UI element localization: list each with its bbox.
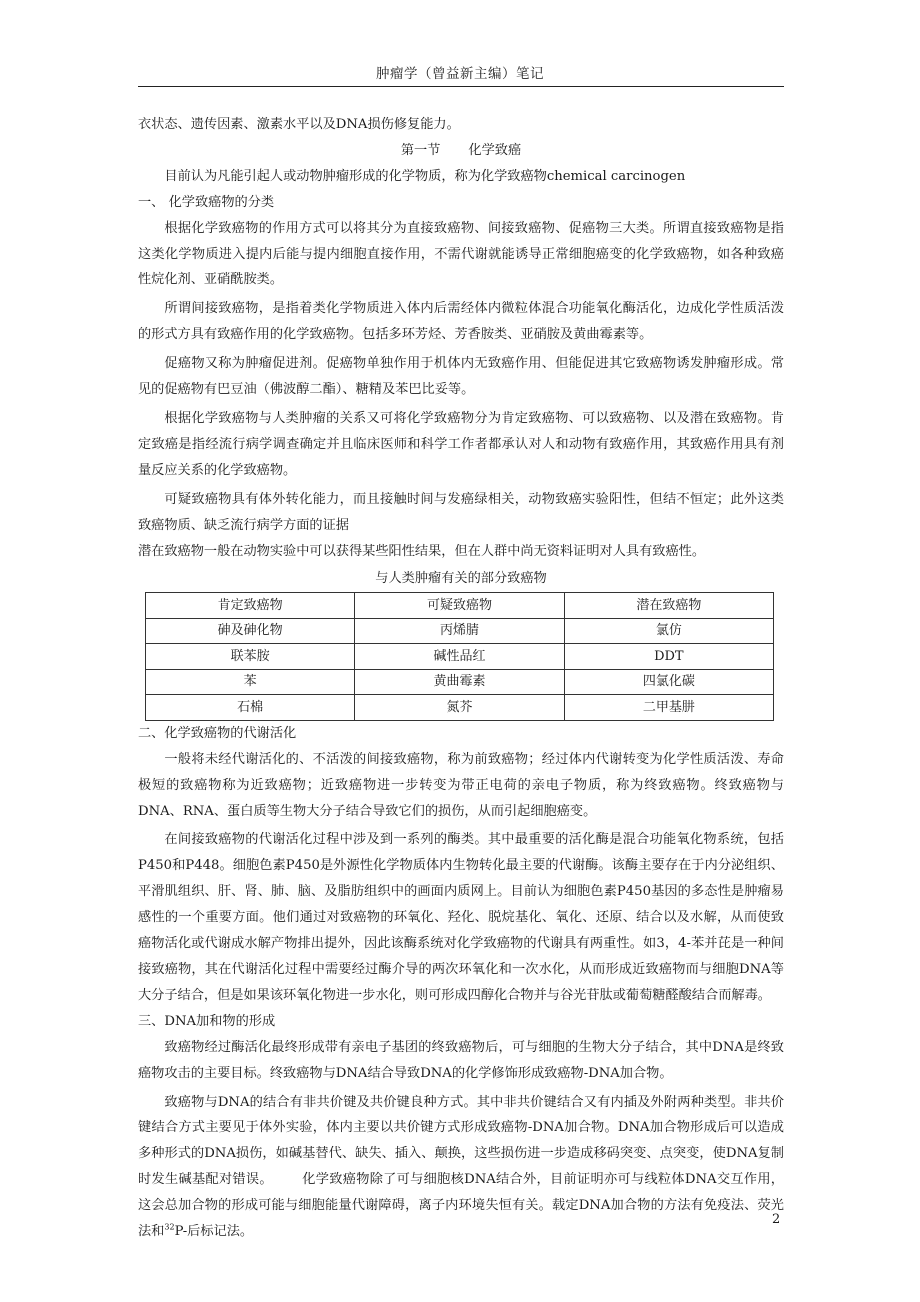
table-cell: 丙烯腈 [355,618,564,644]
table-cell: 苯 [146,669,355,695]
table-caption: 与人类肿瘤有关的部分致癌物 [375,571,547,587]
paragraph-suspected-carcinogens: 可疑致癌物具有体外转化能力，而且接触时间与发癌绿相关，动物致癌实验阳性，但结不恒定；此外这类致癌物质、缺乏流行病学方面的证据 [138,491,784,533]
isotope-superscript: 32 [164,1222,175,1232]
table-row [146,618,774,644]
page-header-title: 肿瘤学（曾益新主编）笔记 [376,66,544,82]
table-cell: 四氯化碳 [564,669,773,695]
table-cell: 碱性品红 [355,644,564,670]
table-cell: 石棉 [146,695,355,721]
paragraph-procarcinogens: 一般将未经代谢活化的、不活泼的间接致癌物，称为前致癌物；经过体内代谢转变为化学性质活泼、寿命极短的致癌物称为近致癌物；近致癌物进一步转变为带正电荷的亲电子物质，称为终致癌物。终致癌物与DNA、RNA、蛋白质等生物大分子结合导致它们的损伤，从而引起细胞癌变。 [138,751,784,819]
adduct-binding-text: 致癌物与DNA的结合有非共价键及共价键良种方式。其中非共价键结合又有内插及外附两种类型。非共价键结合方式主要见于体外实验，体内主要以共价键方式形成致癌物-DNA加合物。DNA加合物形成后可以造成多种形式的DNA损伤，如碱基替代、缺失、插入、颠换，这些损伤进一步造成移码突变、点突变，使DNA复制时发生碱基配对错误。 [138,1094,784,1188]
table-row [146,669,774,695]
paragraph-direct-carcinogens: 根据化学致癌物的作用方式可以将其分为直接致癌物、间接致癌物、促癌物三大类。所谓直接致癌物是指这类化学物质进入提内后能与提内细胞直接作用，不需代谢就能诱导正常细胞癌变的化学致癌物，如各种致癌性烷化剂、亚硝酰胺类。 [138,220,784,288]
table-header-cell: 潜在致癌物 [564,593,773,619]
paragraph-promoters: 促癌物又称为肿瘤促进剂。促癌物单独作用于机体内无致癌作用、但能促进其它致癌物诱发肿瘤形成。常见的促癌物有巴豆油（佛波醇二酯）、糖精及苯巴比妥等。 [138,356,784,398]
table-cell: 氯仿 [564,618,773,644]
paragraph-indirect-carcinogens: 所谓间接致癌物，是指着类化学物质进入体内后需经体内微粒体混合功能氧化酶活化，边成化学性质活泼的形式方具有致癌作用的化学致癌物。包括多环芳烃、芳香胺类、亚硝胺及黄曲霉素等。 [138,301,784,343]
section-number: 第一节 [400,142,441,158]
table-cell: DDT [564,644,773,670]
table-header-cell: 可疑致癌物 [355,593,564,619]
table-row [146,644,774,670]
paragraph-adduct-formation: 致癌物经过酶活化最终形成带有亲电子基团的终致癌物后，可与细胞的生物大分子结合，其中DNA是终致癌物攻击的主要目标。终致癌物与DNA结合导致DNA的化学修饰形成致癌物-DNA加合物。 [138,1039,784,1081]
paragraph-definite-carcinogens: 根据化学致癌物与人类肿瘤的关系又可将化学致癌物分为肯定致癌物、可以致癌物、以及潜在致癌物。肯定致癌是指经流行病学调查确定并且临床医师和科学工作者都承认对人和动物有致癌作用，其致癌作用具有剂量反应关系的化学致癌物。 [138,410,784,478]
table-cell: 氮芥 [355,695,564,721]
page-number: 2 [772,1212,781,1227]
header-rule [138,86,784,87]
page-content [138,112,784,1245]
labeling-method-text: P-后标记法。 [174,1224,254,1240]
table-cell: 砷及砷化物 [146,618,355,644]
carcinogen-table [145,592,774,721]
table-cell: 联苯胺 [146,644,355,670]
paragraph-adduct-binding [138,1090,784,1245]
section-title: 化学致癌 [468,142,522,158]
paragraph-continued: 衣状态、遗传因素、激素水平以及DNA损伤修复能力。 [138,117,460,132]
subheading-metabolic-activation: 二、化学致癌物的代谢活化 [138,725,297,741]
paragraph-p450-enzymes: 在间接致癌物的代谢活化过程中涉及到一系列的酶类。其中最重要的活化酶是混合功能氧化物系统，包括P450和P448。细胞色素P450是外源性化学物质体内生物转化最主要的代谢酶。该酶主要存在于内分泌组织、平滑肌组织、肝、肾、肺、脑、及脂肪组织中的画面内质网上。目前认为细胞色素P450基因的多态性是肿瘤易感性的一个重要方面。他们通过对致癌物的环氧化、羟化、脱烷基化、氧化、还原、结合以及水解，从而使致癌物活化或代谢成水解产物排出提外，因此该酶系统对化学致癌物的代谢具有两重性。如3，4-苯并芘是一种间接致癌物，其在代谢活化过程中需要经过酶介导的两次环氧化和一次水化，从而形成近致癌物而与细胞DNA等大分子结合，但是如果该环氧化物进一步水化，则可形成四醇化合物并与谷光苷肽或葡萄糖醛酸结合而解毒。 [138,832,784,1003]
subheading-classification: 一、 化学致癌物的分类 [138,194,275,210]
table-cell: 黄曲霉素 [355,669,564,695]
table-row [146,695,774,721]
mitochondria-text: 化学致癌物除了可与细胞核DNA结合外，目前证明亦可与线粒体DNA交互作用，这会总加合物的形成可能与细胞能量代谢障碍，离子内环境失恒有关。载定DNA加合物的方法有免疫法、荧光法和 [138,1172,784,1240]
paragraph-definition: 目前认为凡能引起人或动物肿瘤形成的化学物质，称为化学致癌物chemical carcinogen [164,168,686,184]
section-heading [138,138,784,164]
table-header-cell: 肯定致癌物 [146,593,355,619]
table-header-row [146,593,774,619]
subheading-dna-adducts: 三、DNA加和物的形成 [138,1013,276,1029]
table-cell: 二甲基肼 [564,695,773,721]
paragraph-potential-carcinogens: 潜在致癌物一般在动物实验中可以获得某些阳性结果，但在人群中尚无资料证明对人具有致癌性。 [138,543,706,559]
